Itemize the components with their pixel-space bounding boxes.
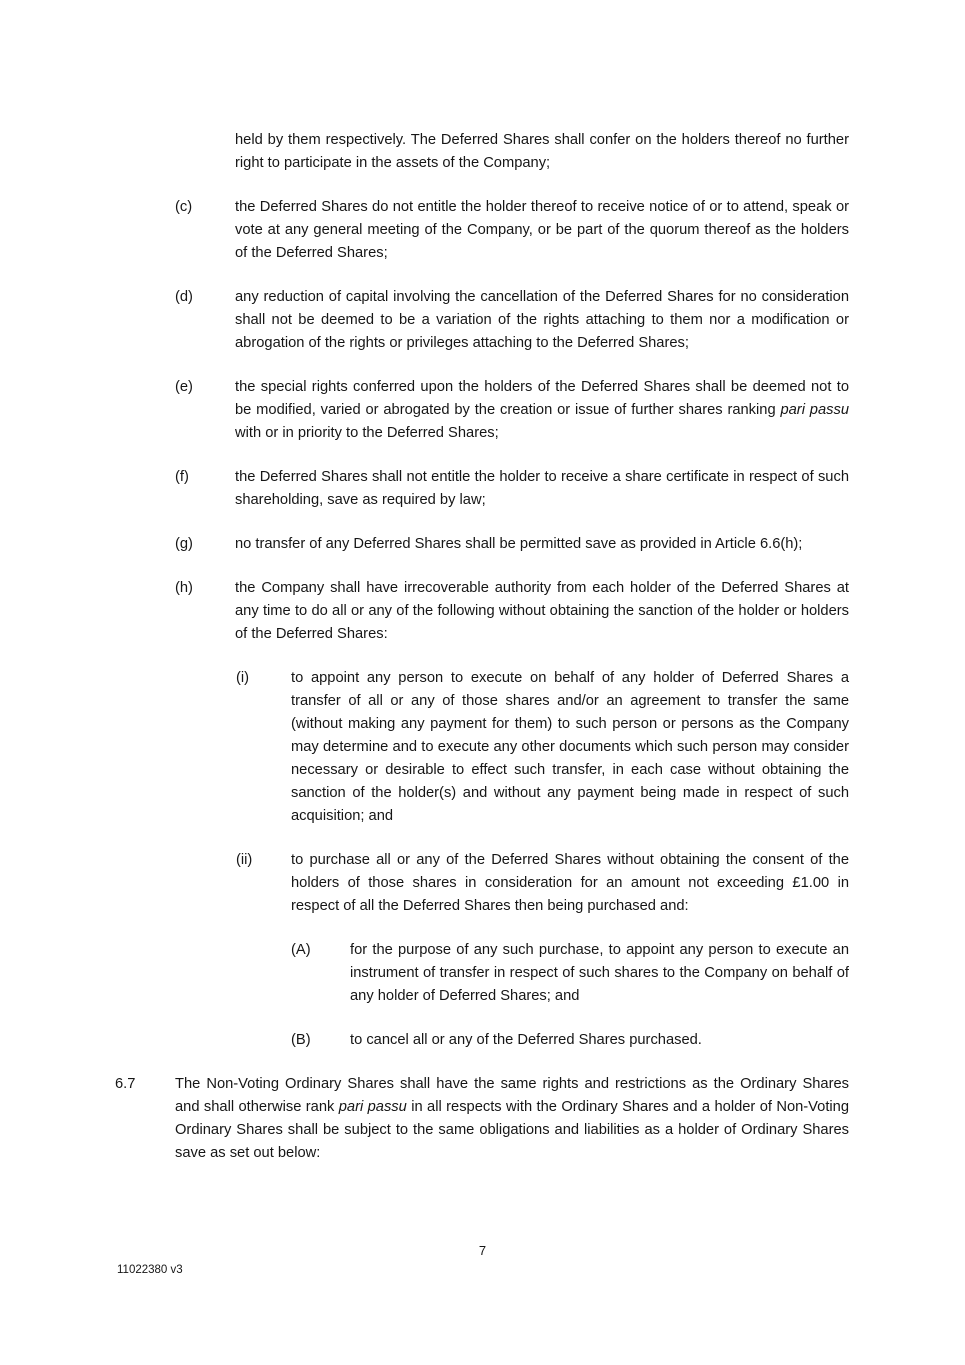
clause-e bbox=[115, 376, 849, 445]
document-reference: 11022380 v3 bbox=[117, 1264, 183, 1276]
paragraph-text: for the purpose of any such purchase, to appoint any person to execute an instrument of transfer in respect of such shares to the Company on behalf of any holder of Deferred Shares; and bbox=[350, 942, 849, 1004]
text-run: with or in priority to the Deferred Shares; bbox=[235, 425, 499, 441]
clause-label: (g) bbox=[175, 536, 193, 552]
paragraph-text: to appoint any person to execute on behalf of any holder of Deferred Shares a transfer of all or any of those shares and/or an agreement to transfer the same (without making any payment for them) to such person or persons as the Company may determine and to execute any other documents which such person may consider necessary or desirable to effect such transfer, in each case without obtaining the sanction of the holder(s) and without any payment being made in respect of such acquisition; and bbox=[291, 670, 849, 824]
clause-h-ii-B bbox=[115, 1029, 849, 1052]
paragraph-text: any reduction of capital involving the cancellation of the Deferred Shares for no consideration shall not be deemed to be a variation of the rights attaching to them nor a modification or abrogation of the rights or privileges attaching to the Deferred Shares; bbox=[235, 289, 849, 351]
clause-label: (h) bbox=[175, 580, 193, 596]
paragraph-text: held by them respectively. The Deferred Shares shall confer on the holders thereof no further right to participate in the assets of the Company; bbox=[235, 132, 849, 171]
clause-h-i bbox=[115, 667, 849, 828]
clause-d bbox=[115, 286, 849, 355]
clause-h bbox=[115, 577, 849, 646]
clause-h-ii-A bbox=[115, 939, 849, 1008]
clause-label: (i) bbox=[236, 670, 250, 686]
clause-c bbox=[115, 196, 849, 265]
clause-label: (f) bbox=[175, 469, 189, 485]
text-run: in all respects with the Ordinary Shares and a holder of Non-Voting Ordinary Shares shall be subject to the same obligations and liabilities as a holder of Ordinary Shares save as set out below: bbox=[175, 1099, 850, 1161]
paragraph-text: to purchase all or any of the Deferred Shares without obtaining the consent of the holders of those shares in consideration for an amount not exceeding £1.00 in respect of all the Deferred Shares then being purchased and: bbox=[291, 852, 849, 914]
text-run: The Non-Voting Ordinary Shares shall have the same rights and restrictions as the Ordinary Shares and shall otherwise rank bbox=[175, 1076, 849, 1115]
latin-phrase-italic: pari passu bbox=[780, 402, 849, 418]
paragraph-text: the Deferred Shares do not entitle the holder thereof to receive notice of or to attend, speak or vote at any general meeting of the Company, or be part of the quorum thereof as the holders of the Deferred Shares; bbox=[235, 199, 849, 261]
clause-h-ii bbox=[115, 849, 849, 918]
page-number: 7 bbox=[478, 1243, 487, 1258]
paragraph-text: to cancel all or any of the Deferred Shares purchased. bbox=[350, 1032, 702, 1048]
clause-label: (d) bbox=[175, 289, 193, 305]
text-run: the special rights conferred upon the holders of the Deferred Shares shall be deemed not to be modified, varied or abrogated by the creation or issue of further shares ranking bbox=[235, 379, 849, 418]
paragraph-text bbox=[175, 1076, 849, 1161]
clause-label: (B) bbox=[291, 1032, 311, 1048]
paragraph-text: the Company shall have irrecoverable authority from each holder of the Deferred Shares at any time to do all or any of the following without obtaining the sanction of the holder or holders of the Deferred Shares: bbox=[235, 580, 849, 642]
clause-label: (ii) bbox=[236, 852, 253, 868]
latin-phrase-italic: pari passu bbox=[338, 1099, 407, 1115]
clause-g bbox=[115, 533, 849, 556]
section-number: 6.7 bbox=[115, 1076, 136, 1092]
clause-6-7 bbox=[115, 1073, 849, 1165]
paragraph-text bbox=[235, 379, 849, 441]
clause-label: (e) bbox=[175, 379, 193, 395]
paragraph-text: no transfer of any Deferred Shares shall be permitted save as provided in Article 6.6(h); bbox=[235, 536, 803, 552]
paragraph-text: the Deferred Shares shall not entitle the holder to receive a share certificate in respect of such shareholding, save as required by law; bbox=[235, 469, 849, 508]
clause-f bbox=[115, 466, 849, 512]
clause-continuation-paragraph bbox=[115, 129, 849, 175]
clause-label: (c) bbox=[175, 199, 193, 215]
clause-label: (A) bbox=[291, 942, 311, 958]
document-body bbox=[115, 129, 849, 1165]
